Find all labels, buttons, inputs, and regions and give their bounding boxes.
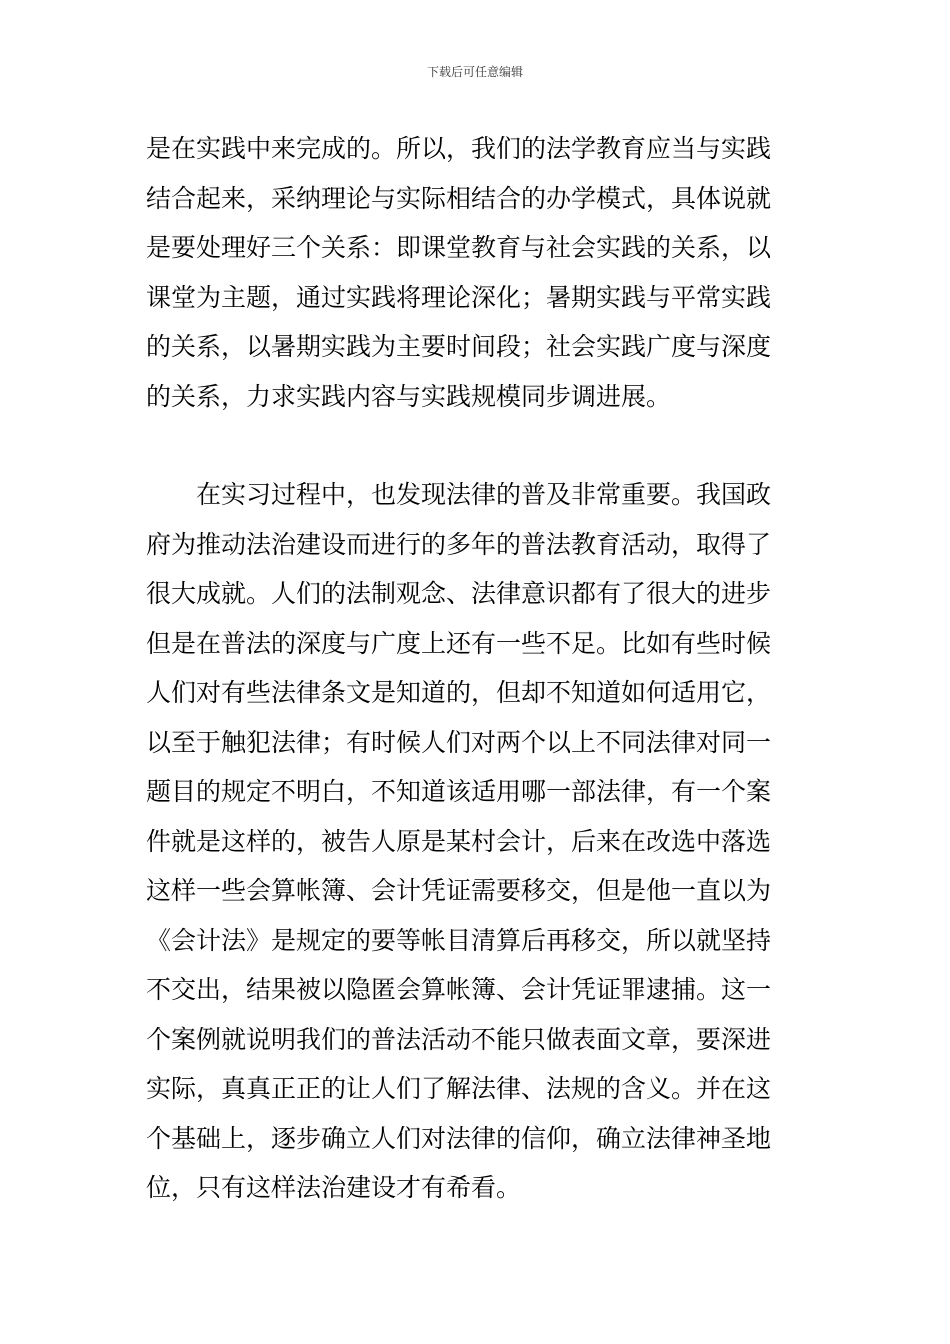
text-line: 以至于触犯法律；有时候人们对两个以上不同法律对同一 — [146, 728, 772, 757]
text-line: 府为推动法治建设而进行的多年的普法教育活动，取得了 — [146, 530, 772, 559]
text-line: 是在实践中来完成的。所以，我们的法学教育应当与实践 — [146, 134, 772, 163]
text-line: 的关系，力求实践内容与实践规模同步调进展。 — [146, 382, 672, 411]
text-line: 实际，真真正正的让人们了解法律、法规的含义。并在这 — [146, 1074, 772, 1103]
text-line: 结合起来，采纳理论与实际相结合的办学模式，具体说就 — [146, 184, 772, 213]
text-line: 很大成就。人们的法制观念、法律意识都有了很大的进步 — [146, 579, 772, 608]
text-line: 但是在普法的深度与广度上还有一些不足。比如有些时候 — [146, 629, 772, 658]
text-line: 的关系，以暑期实践为主要时间段；社会实践广度与深度 — [146, 332, 772, 361]
text-line: 这样一些会算帐簿、会计凭证需要移交，但是他一直以为 — [146, 876, 772, 905]
text-line: 个案例就说明我们的普法活动不能只做表面文章，要深进 — [146, 1025, 772, 1054]
text-line: 是要处理好三个关系：即课堂教育与社会实践的关系，以 — [146, 233, 772, 262]
text-line: 个基础上，逐步确立人们对法律的信仰，确立法律神圣地 — [146, 1124, 772, 1153]
text-line: 不交出，结果被以隐匿会算帐簿、会计凭证罪逮捕。这一 — [146, 975, 772, 1004]
text-line: 人们对有些法律条文是知道的，但却不知道如何适用它， — [146, 678, 772, 707]
text-line: 《会计法》是规定的要等帐目清算后再移交，所以就坚持 — [146, 926, 772, 955]
text-line: 课堂为主题，通过实践将理论深化；暑期实践与平常实践 — [146, 283, 772, 312]
text-line: 在实习过程中，也发现法律的普及非常重要。我国政 — [196, 480, 772, 509]
text-line: 位，只有这样法治建设才有希看。 — [146, 1173, 522, 1202]
text-line: 件就是这样的，被告人原是某村会计，后来在改选中落选 — [146, 827, 772, 856]
text-line: 题目的规定不明白，不知道该适用哪一部法律，有一个案 — [146, 777, 772, 806]
page-header: 下载后可任意编辑 — [426, 65, 523, 79]
